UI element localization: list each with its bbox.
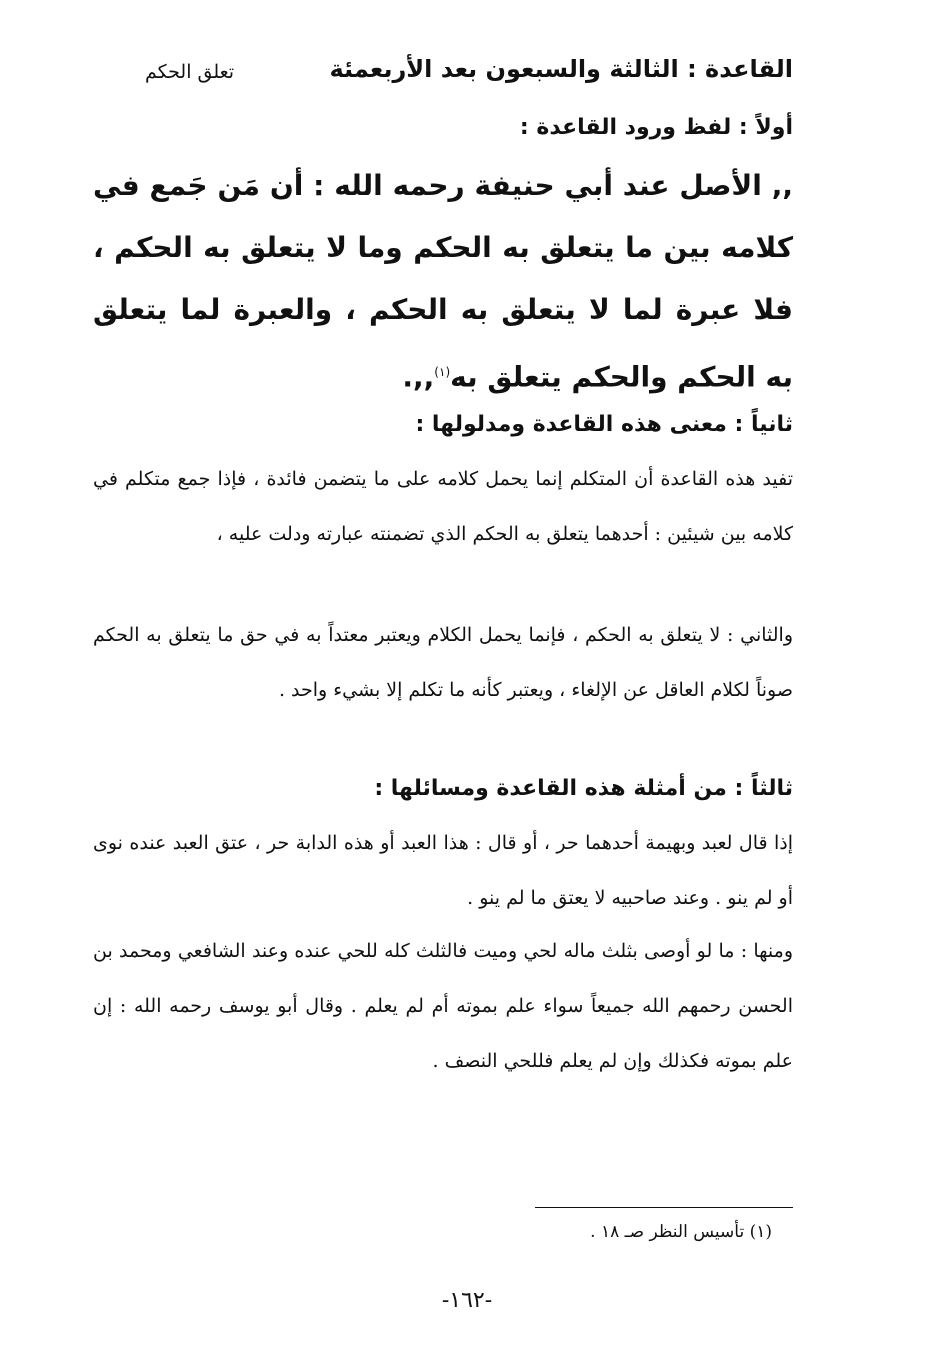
section-heading-meaning: ثانياً : معنى هذه القاعدة ومدلولها : <box>415 412 793 437</box>
rule-title: القاعدة : الثالثة والسبعون بعد الأربعمئة <box>329 55 793 83</box>
page-number: -١٦٢- <box>441 1288 493 1313</box>
paragraph-example-1: إذا قال لعبد وبهيمة أحدهما حر ، أو قال : هذا العبد أو هذه الدابة حر ، عتق العبد عنده نوى أو لم ينو . وعند صاحبيه لا يعتق ما لم ينو . <box>93 832 793 909</box>
rule-topic: تعلق الحكم <box>145 61 235 83</box>
section-heading-text-of-rule: أولاً : لفظ ورود القاعدة : <box>519 115 793 140</box>
page-header <box>145 55 793 95</box>
paragraph-example-2: ومنها : ما لو أوصى بثلث ماله لحي وميت فالثلث كله للحي عنده وعند الشافعي ومحمد بن الحسن رحمهم الله جميعاً سواء علم بموته أم لم يعلم . وقال أبو يوسف رحمه الله : إن علم بموته فكذلك وإن لم يعلم فللحي النصف . <box>93 940 793 1072</box>
rule-quote <box>93 155 793 408</box>
footnote: (١) تأسيس النظر صـ ١٨ . <box>590 1222 772 1242</box>
rule-quote-end: ,,. <box>402 360 435 394</box>
paragraph-meaning-2: والثاني : لا يتعلق به الحكم ، فإنما يحمل الكلام ويعتبر معتداً به في حق ما يتعلق به الحكم صوناً لكلام العاقل عن الإلغاء ، ويعتبر كأنه ما تكلم إلا بشيء واحد . <box>93 624 793 701</box>
footnote-marker: (١) <box>434 365 451 379</box>
paragraph-meaning-1: تفيد هذه القاعدة أن المتكلم إنما يحمل كلامه على ما يتضمن فائدة ، فإذا جمع متكلم في كلامه بين شيئين : أحدهما يتعلق به الحكم الذي تضمنته عبارته ودلت عليه ، <box>93 468 793 545</box>
section-heading-examples: ثالثاً : من أمثلة هذه القاعدة ومسائلها : <box>374 776 793 801</box>
footnote-divider <box>535 1207 793 1208</box>
rule-quote-text: ,, الأصل عند أبي حنيفة رحمه الله : أن مَن جَمع في كلامه بين ما يتعلق به الحكم وما لا يتعلق به الحكم ، فلا عبرة لما لا يتعلق به الحكم ، والعبرة لما يتعلق به الحكم والحكم يتعلق به <box>93 169 793 394</box>
